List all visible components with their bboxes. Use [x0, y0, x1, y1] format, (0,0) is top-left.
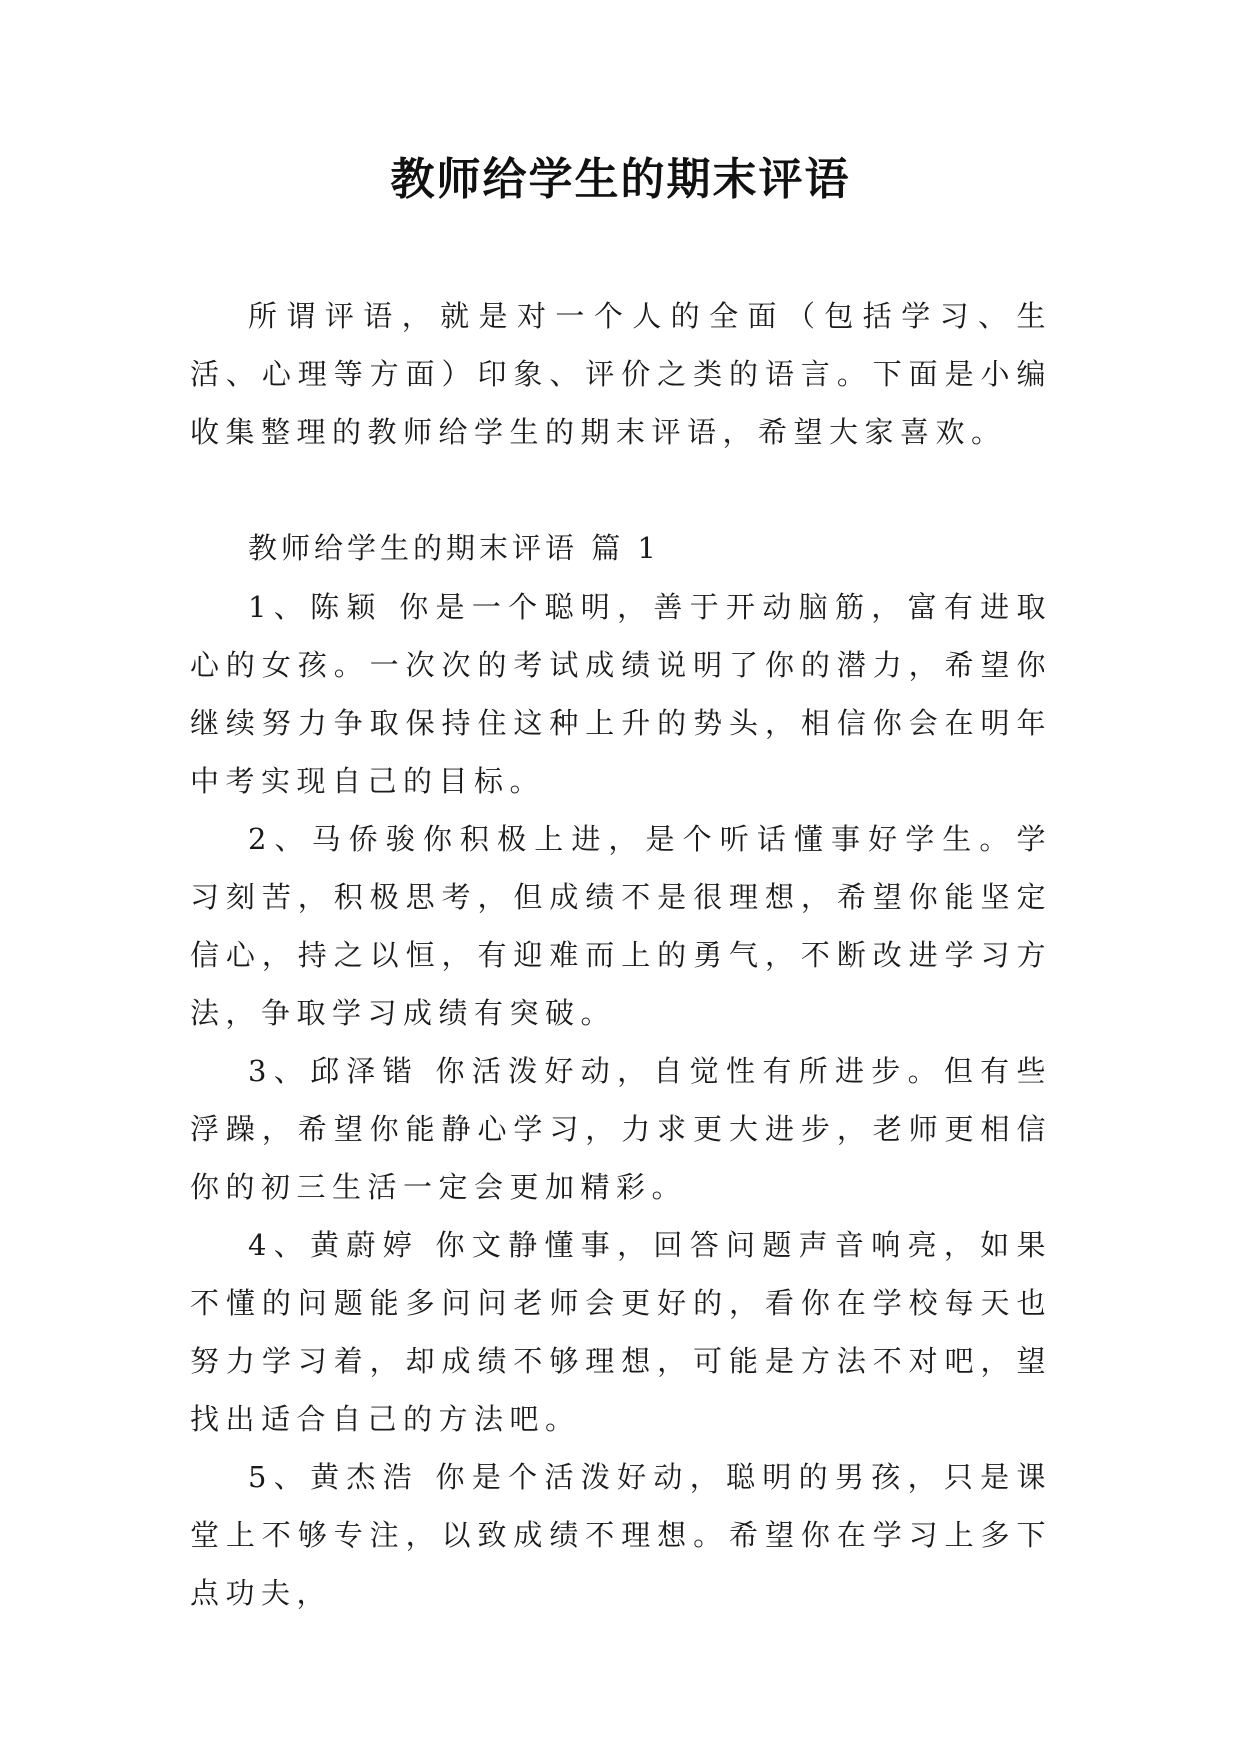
comments-list	[190, 578, 1052, 1622]
comment-paragraph-3: 3、邱泽锴 你活泼好动，自觉性有所进步。但有些浮躁，希望你能静心学习，力求更大进步，老师更相信你的初三生活一定会更加精彩。	[190, 1054, 1052, 1204]
intro-paragraph: 所谓评语，就是对一个人的全面（包括学习、生活、心理等方面）印象、评价之类的语言。下面是小编收集整理的教师给学生的期末评语，希望大家喜欢。	[190, 299, 1052, 449]
comment-paragraph-1: 1、陈颖 你是一个聪明，善于开动脑筋，富有进取心的女孩。一次次的考试成绩说明了你的潜力，希望你继续努力争取保持住这种上升的势头，相信你会在明年中考实现自己的目标。	[190, 590, 1052, 798]
section-heading: 教师给学生的期末评语 篇 1	[248, 531, 660, 565]
document-title: 教师给学生的期末评语	[390, 154, 851, 205]
comment-paragraph-4: 4、黄蔚婷 你文静懂事，回答问题声音响亮，如果不懂的问题能多问问老师会更好的，看你在学校每天也努力学习着，却成绩不够理想，可能是方法不对吧，望找出适合自己的方法吧。	[190, 1228, 1052, 1436]
comment-paragraph-5: 5、黄杰浩 你是个活泼好动，聪明的男孩，只是课堂上不够专注，以致成绩不理想。希望你在学习上多下点功夫，	[190, 1460, 1052, 1610]
intro-block	[190, 287, 1052, 461]
comment-paragraph-2: 2、马侨骏你积极上进，是个听话懂事好学生。学习刻苦，积极思考，但成绩不是很理想，希望你能坚定信心，持之以恒，有迎难而上的勇气，不断改进学习方法，争取学习成绩有突破。	[190, 822, 1052, 1030]
